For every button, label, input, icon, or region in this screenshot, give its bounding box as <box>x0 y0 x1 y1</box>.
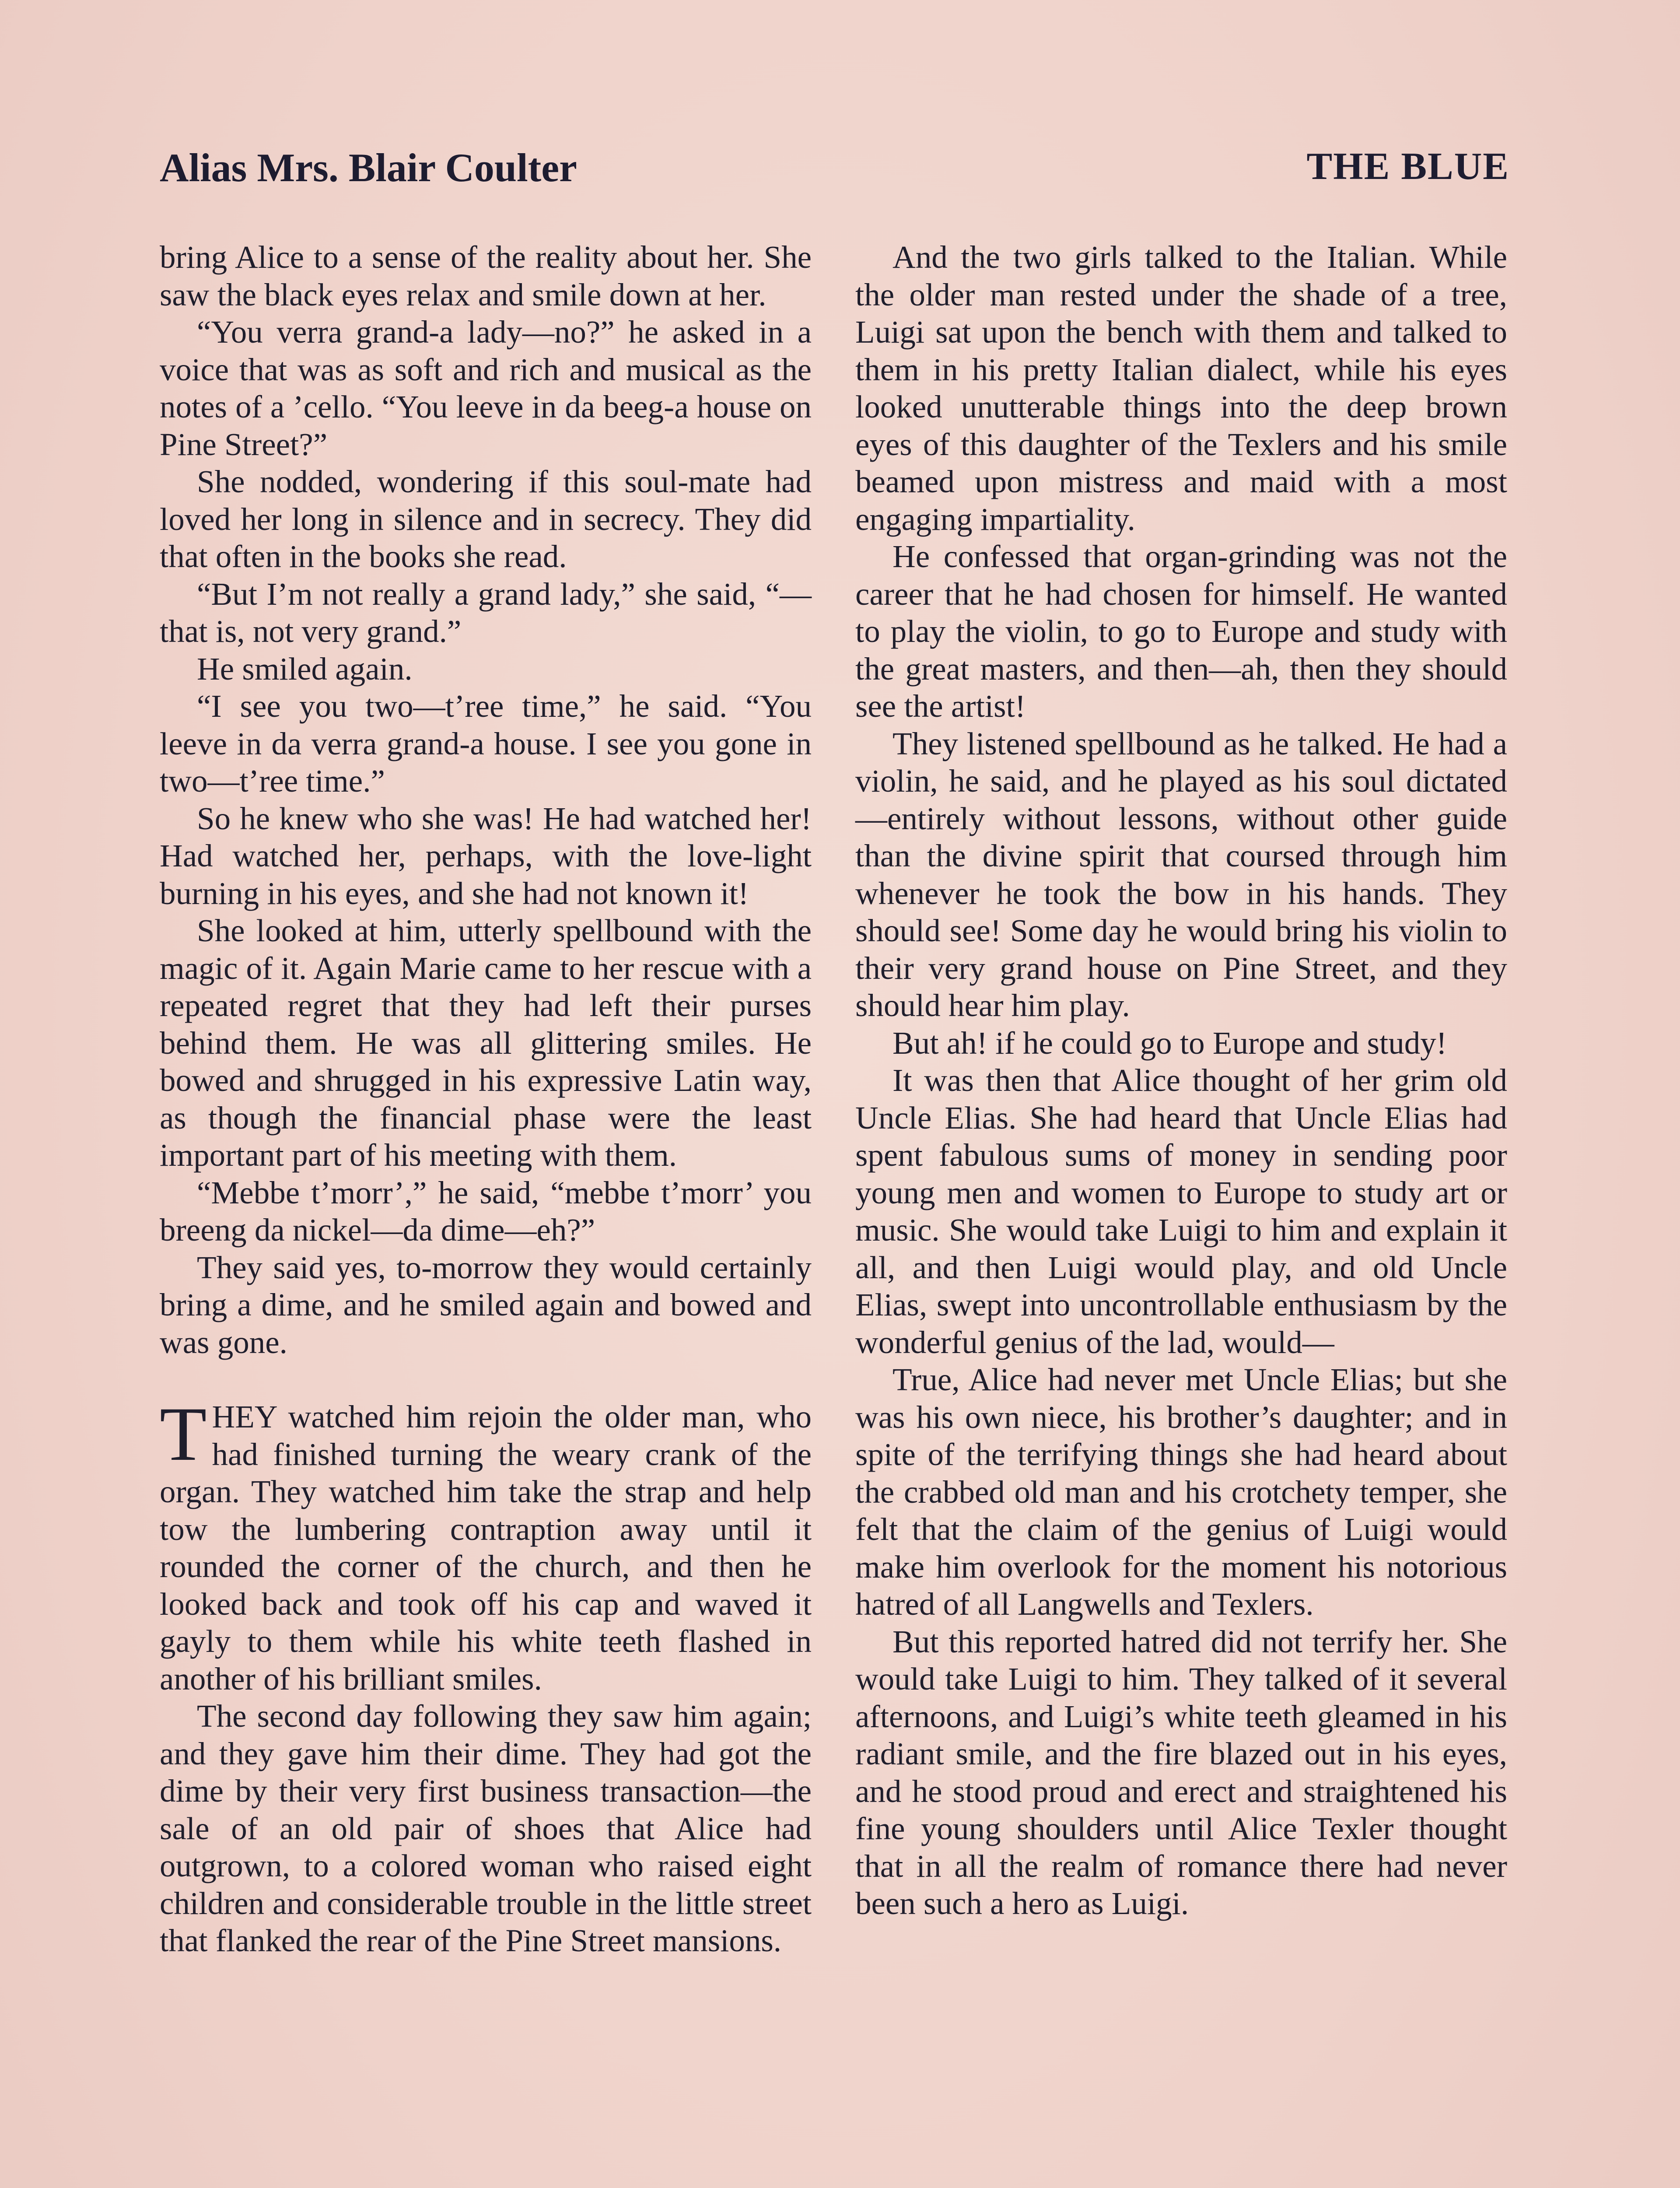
paragraph: So he knew who she was! He had watched her! Had watched her, perhaps, with the love-light burning in his eyes, and she had not known it! <box>160 800 812 911</box>
section-opening-text: HEY watched him rejoin the older man, who had finished turning the weary crank of the organ. They watched him take the strap and help tow the lumbering contraption away until it rounded the corner of the church, and then he looked back and took off his cap and waved it gayly to them while his white teeth flashed in another of his brilliant smiles. <box>160 1399 812 1697</box>
paragraph: “Mebbe t’morr’,” he said, “mebbe t’morr’ you breeng da nickel—da dime—eh?” <box>160 1175 812 1248</box>
paragraph: He confessed that organ-grinding was not the career that he had chosen for himself. He wanted to play the violin, to go to Europe and study with the great masters, and then—ah, then they should see the artist! <box>855 539 1507 724</box>
story-title: Alias Mrs. Blair Coulter <box>160 145 577 190</box>
paragraph: “You verra grand-a lady—no?” he asked in a voice that was as soft and rich and musical as the notes of a ’cello. “You leeve in da beeg-a house on Pine Street?” <box>160 314 812 462</box>
paragraph: The second day following they saw him again; and they gave him their dime. They had got the dime by their very first business transaction—the sale of an old pair of shoes that Alice had outgrown, to a colored woman who raised eight children and considerable trouble in the little street that flanked the rear of the Pine Street mansions. <box>160 1698 812 1958</box>
paragraph: She looked at him, utterly spellbound with the magic of it. Again Marie came to her rescue with a repeated regret that they had left their purses behind them. He was all glittering smiles. He bowed and shrugged in his expressive Latin way, as though the financial phase were the least important part of his meeting with them. <box>160 913 812 1173</box>
paragraph: True, Alice had never met Uncle Elias; but she was his own niece, his brother’s daughter; and in spite of the terrifying things she had heard about the crabbed old man and his crotchety temper, she felt that the claim of the genius of Luigi would make him overlook for the moment his notorious hatred of all Langwells and Texlers. <box>855 1362 1507 1622</box>
paragraph: She nodded, wondering if this soul-mate had loved her long in silence and in secrecy. They did that often in the books she read. <box>160 464 812 574</box>
paragraph: But this reported hatred did not terrify her. She would take Luigi to him. They talked of it several afternoons, and Luigi’s white teeth gleamed in his radiant smile, and the fire blazed out in his eyes, and he stood proud and erect and straightened his fine young shoulders until Alice Texler thought that in all the realm of romance there had never been such a hero as Luigi. <box>855 1623 1507 1921</box>
right-column <box>855 238 1507 1922</box>
paragraph: bring Alice to a sense of the reality about her. She saw the black eyes relax and smile down at her. <box>160 239 812 312</box>
running-header <box>160 144 1509 197</box>
paragraph: But ah! if he could go to Europe and study! <box>892 1025 1447 1061</box>
paragraph: “But I’m not really a grand lady,” she said, “—that is, not very grand.” <box>160 576 812 649</box>
left-column <box>160 238 812 1960</box>
paragraph: They said yes, to-morrow they would certainly bring a dime, and he smiled again and bowed and was gone. <box>160 1249 812 1360</box>
paragraph: It was then that Alice thought of her grim old Uncle Elias. She had heard that Uncle Elias had spent fabulous sums of money in sending poor young men and women to Europe to study art or music. She would take Luigi to him and explain it all, and then Luigi would play, and old Uncle Elias, swept into uncontrollable enthusiasm by the wonderful genius of the lad, would— <box>855 1062 1507 1360</box>
drop-cap: T <box>160 1392 207 1477</box>
paragraph: He smiled again. <box>197 651 413 687</box>
paragraph: And the two girls talked to the Italian. While the older man rested under the shade of a tree, Luigi sat upon the bench with them and talked to them in his pretty Italian dialect, while his eyes looked unutterable things into the deep brown eyes of this daughter of the Texlers and his smile beamed upon mistress and maid with a most engaging impartiality. <box>855 239 1507 537</box>
paragraph: “I see you two—t’ree time,” he said. “You leeve in da verra grand-a house. I see you gone in two—t’ree time.” <box>160 688 812 799</box>
section-opening-paragraph <box>160 1392 812 1697</box>
magazine-title: THE BLUE <box>1306 145 1509 188</box>
paragraph: They listened spellbound as he talked. He had a violin, he said, and he played as his soul dictated—entirely without lessons, without other guide than the divine spirit that coursed through him whenever he took the bow in his hands. They should see! Some day he would bring his violin to their very grand house on Pine Street, and they should hear him play. <box>855 726 1507 1023</box>
